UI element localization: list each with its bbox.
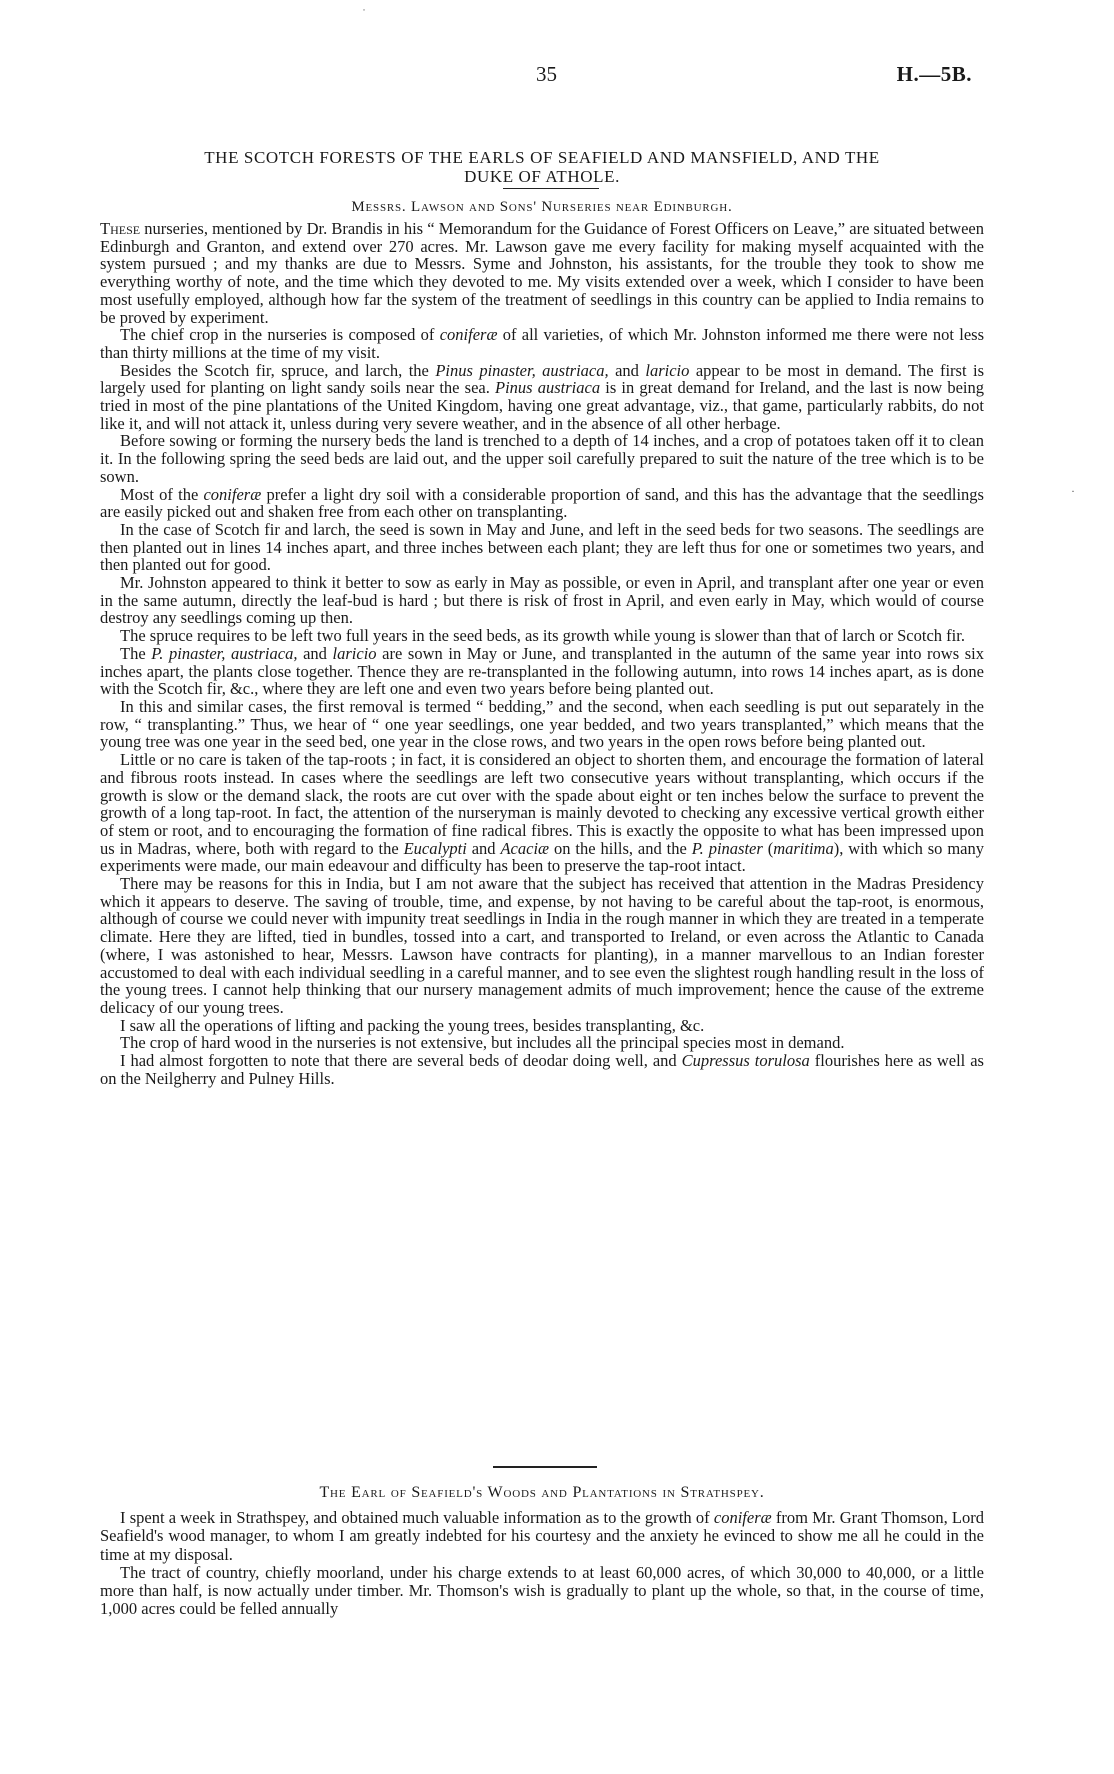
- section-heading-strathspey: The Earl of Seafield's Woods and Plantations in Strathspey.: [319, 1484, 765, 1501]
- paragraph: These nurseries, mentioned by Dr. Brandis in his “ Memorandum for the Guidance of Forest Officers on Leave,” are situated between Edinburgh and Granton, and extend over 270 acres. Mr. Lawson gave me every facility for making myself acquainted with the system pursued ; and my thanks are due to Messrs. Syme and Johnston, his assistants, for the trouble they took to show me everything worthy of note, and the time which they devoted to me. My visits extended over a week, which I consider to have been most usefully employed, although how far the system of the treatment of seedlings in this country can be applied to India remains to be proved by experiment.: [100, 219, 984, 327]
- paragraph: Most of the coniferæ prefer a light dry soil with a considerable proportion of sand, and this has the advantage that the seedlings are easily picked out and shaken free from each other on transplanting.: [100, 484, 984, 522]
- paragraph: Little or no care is taken of the tap-roots ; in fact, it is considered an object to shorten them, and encourage the formation of lateral and fibrous roots instead. In cases where the seedlings are left two consecutive years without transplanting, which occurs if the growth is slow or the demand slack, the roots are cut over with the spade about eight or ten inches below the surface to prevent the growth of a long tap-root. In fact, the attention of the nurseryman is mainly devoted to checking any excessive vertical growth either of stem or root, and to encouraging the formation of fine radical fibres. This is exactly the opposite to what has been impressed upon us in Madras, where, both with regard to the Eucalypti and Acaciæ on the hills, and the P. pinaster (maritima), with which so many experiments were made, our main edeavour and difficulty has been to preserve the tap-root intact.: [100, 750, 984, 876]
- paragraph: The chief crop in the nurseries is composed of coniferæ of all varieties, of which Mr. Johnston informed me there were not less than thirty millions at the time of my visit.: [100, 325, 985, 362]
- paragraph: I had almost forgotten to note that there are several beds of deodar doing well, and Cupressus torulosa flourishes here as well as on the Neilgherry and Pulney Hills.: [100, 1051, 984, 1088]
- section-body-strathspey: [100, 1509, 984, 1619]
- section-heading-lawson-nurseries: Messrs. Lawson and Sons' Nurseries near Edinburgh.: [351, 199, 733, 215]
- print-speck: ˙: [362, 6, 366, 20]
- page-header: [0, 62, 1114, 92]
- main-title: [100, 148, 984, 186]
- paragraph: In the case of Scotch fir and larch, the seed is sown in May and June, and left in the seed beds for two seasons. The seedlings are then planted out in lines 14 inches apart, and three inches between each plant; they are left thus for one or sometimes two years, and then planted out for good.: [100, 519, 984, 575]
- paragraph: The tract of country, chiefly moorland, under his charge extends to at least 60,000 acres, of which 30,000 to 40,000, or a little more than half, is now actually under timber. Mr. Thomson's wish is gradually to plant up the whole, so that, in the course of time, 1,000 acres could be felled annually: [100, 1562, 984, 1619]
- paragraph: There may be reasons for this in India, but I am not aware that the subject has received that attention in the Madras Presidency which it appears to deserve. The saving of trouble, time, and expense, by not having to be careful about the tap-root, is enormous, although of course we could never with impunity treat seedlings in India in the rough manner in which they are treated in a temperate climate. Here they are lifted, tied in bundles, tossed into a cart, and transported to Ireland, or even across the Atlantic to Canada (where, I was astonished to hear, Messrs. Lawson have contracts for planting), in a manner marvellous to an Indian forester accustomed to deal with each individual seedling in a careful manner, and to see even the slightest rough handling result in the loss of the young trees. I cannot help thinking that our nursery management admits of much improvement; hence the cause of the extreme delicacy of our young trees.: [100, 874, 984, 1017]
- title-divider: [503, 188, 599, 189]
- paragraph-lead-word: These: [100, 219, 141, 238]
- paragraph: I saw all the operations of lifting and packing the young trees, besides transplanting, &c.: [120, 1015, 705, 1035]
- main-title-line-2: DUKE OF ATHOLE.: [464, 167, 620, 186]
- document-reference: H.—5B.: [896, 62, 972, 86]
- section-body-lawson-nurseries: [100, 220, 984, 1087]
- main-title-line-1: THE SCOTCH FORESTS OF THE EARLS OF SEAFIELD AND MANSFIELD, AND THE: [204, 148, 880, 167]
- print-speck: ·: [1071, 484, 1075, 498]
- paragraph: The spruce requires to be left two full years in the seed beds, as its growth while young is slower than that of larch or Scotch fir.: [120, 626, 965, 646]
- paragraph: In this and similar cases, the first removal is termed “ bedding,” and the second, when each seedling is put out separately in the row, “ transplanting.” Thus, we hear of “ one year seedlings, one year bedded, and two years transplanted,” which means that the young tree was one year in the seed bed, one year in the close rows, and two years in the open rows before being planted out.: [100, 696, 984, 752]
- paragraph: The P. pinaster, austriaca, and laricio are sown in May or June, and transplanted in the autumn of the same year into rows six inches apart, the plants close together. Thence they are re-transplanted in the following autumn, into rows 14 inches apart, as is done with the Scotch fir, &c., where they are left one and even two years before being planted out.: [100, 643, 985, 699]
- page-number: 35: [536, 62, 557, 86]
- section-divider: [493, 1466, 597, 1468]
- paragraph: I spent a week in Strathspey, and obtained much valuable information as to the growth of coniferæ from Mr. Grant Thomson, Lord Seafield's wood manager, to whom I am greatly indebted for his courtesy and the anxiety he evinced to show me all he could in the time at my disposal.: [100, 1508, 984, 1564]
- paragraph: The crop of hard wood in the nurseries is not extensive, but includes all the principal species most in demand.: [120, 1033, 845, 1053]
- paragraph: Besides the Scotch fir, spruce, and larch, the Pinus pinaster, austriaca, and laricio appear to be most in demand. The first is largely used for planting on light sandy soils near the sea. Pinus austriaca is in great demand for Ireland, and the last is now being tried in most of the pine plantations of the United Kingdom, having one great advantage, viz., that game, particularly rabbits, do not like it, and will not attack it, unless during very severe weather, and in the absence of all other herbage.: [100, 360, 985, 433]
- paragraph: Mr. Johnston appeared to think it better to sow as early in May as possible, or even in April, and transplant after one year or even in the same autumn, directly the leaf-bud is hard ; but there is risk of frost in April, and even early in May, which would of course destroy any seedlings coming up then.: [100, 573, 984, 628]
- paragraph: Before sowing or forming the nursery beds the land is trenched to a depth of 14 inches, and a crop of potatoes taken off it to clean it. In the following spring the seed beds are laid out, and the upper soil carefully prepared to suit the nature of the tree which is to be sown.: [100, 431, 984, 486]
